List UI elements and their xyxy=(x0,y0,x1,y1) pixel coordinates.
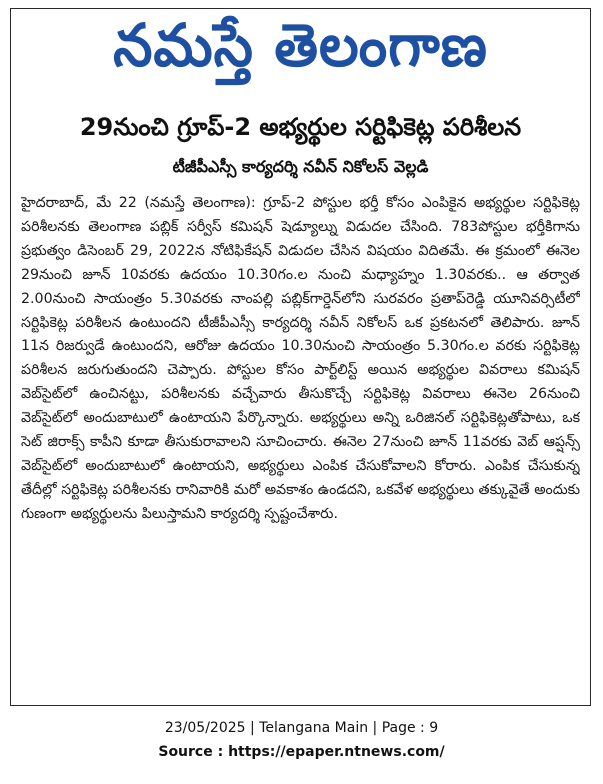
newspaper-masthead xyxy=(11,11,590,95)
article-body: హైదరాబాద్, మే 22 (నమస్తే తెలంగాణ): గ్రూప్-2 పోస్టుల భర్తీ కోసం ఎంపికైన అభ్యర్థుల సర్టిఫికెట్ల పరిశీలనకు తెలంగాణ పబ్లిక్ సర్వీస్ కమిషన్ షెడ్యూల్ను విడుదల చేసింది. 783పోస్టుల భర్తీకిగాను ప్రభుత్వం డిసెంబర్ 29, 2022న నోటిఫికేషన్ విడుదల చేసిన విషయం విదితమే. ఈ క్రమంలో ఈనెల 29నుంచి జూన్ 10వరకు ఉదయం 10.30గం.ల నుంచి మధ్యాహ్నం 1.30వరకు.. ఆ తర్వాత 2.00నుంచి సాయంత్రం 5.30వరకు నాంపల్లి పబ్లిక్‌గార్డెన్‌లోని సురవరం ప్రతాప్‌రెడ్డి యూనివర్సిటీలో సర్టిఫికెట్ల పరిశీలన ఉంటుందని టీజీపీఎస్సీ కార్యదర్శి నవీన్ నికోలస్ ఒక ప్రకటనలో తెలిపారు. జూన్ 11న రిజర్వుడే ఉంటుందని, ఆరోజు ఉదయం 10.30నుంచి సాయంత్రం 5.30గం.ల వరకు సర్టిఫికెట్ల పరిశీలన జరుగుతుందని చెప్పారు. పోస్టుల కోసం పార్ట్‌లిస్ట్ అయిన అభ్యర్థుల వివరాలు కమిషన్ వెబ్‌సైట్‌లో ఉంచినట్టు, పరిశీలనకు వచ్చేవారు తీసుకొచ్చే సర్టిఫికెట్ల వివరాలు ఈనెల 26నుంచి వెబ్‌సైట్‌లో అందుబాటులో ఉంటాయని పేర్కొన్నారు. అభ్యర్థులు అన్ని ఒరిజినల్ సర్టిఫికెట్లతోపాటు, ఒక సెట్ జిరాక్స్ కాపీని కూడా తీసుకురావాలని సూచించారు. ఈనెల 27నుంచి జూన్ 11వరకు వెబ్ ఆప్షన్స్ వెబ్‌సైట్‌లో అందుబాటులో ఉంటాయని, అభ్యర్థులు ఎంపిక చేసుకోవాలని కోరారు. ఎంపిక చేసుకున్న తేదీల్లో సర్టిఫికెట్ల పరిశీలనకు రానివారికి మరో అవకాశం ఉండదని, ఒకవేళ అభ్యర్థులు తక్కువైతే అందుకు గుణంగా అభ్యర్థులను పిలుస్తామని కార్యదర్శి స్పష్టంచేశారు. xyxy=(21,195,580,522)
news-clipping-frame xyxy=(10,8,591,706)
masthead-logo-text: నమస్తే తెలంగాణ xyxy=(113,11,488,80)
article-subheadline: టీజీపీఎస్సీ కార్యదర్శి నవీన్ నికోలస్ వెల్లడి xyxy=(172,157,429,176)
edition-info: 23/05/2025 | Telangana Main | Page : 9 xyxy=(164,720,439,736)
source-link[interactable]: Source : https://epaper.ntnews.com/ xyxy=(158,744,445,760)
article-headline: 29నుంచి గ్రూప్-2 అభ్యర్థుల సర్టిఫికెట్ల పరిశీలన xyxy=(79,113,522,141)
